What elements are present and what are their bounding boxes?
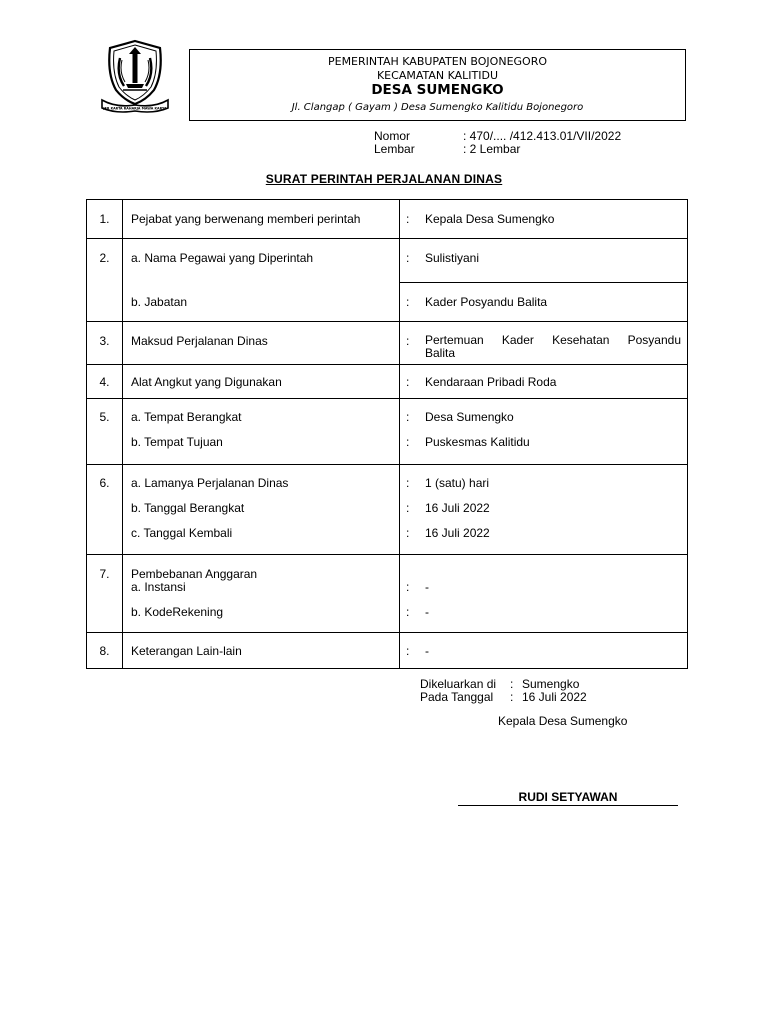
issue-date-value: 16 Juli 2022: [522, 690, 587, 704]
row-subject-a: a. Lamanya Perjalanan Dinas: [131, 476, 289, 490]
row-value: -: [425, 644, 429, 658]
row-value-b: Kader Posyandu Balita: [425, 295, 548, 309]
row-value-a: Sulistiyani: [425, 251, 480, 265]
lembar-value: : 2 Lembar: [463, 142, 521, 156]
letterhead-village: DESA SUMENGKO: [371, 82, 504, 98]
row-subject-b: b. KodeRekening: [131, 605, 224, 619]
colon: :: [406, 251, 410, 265]
row-subject: Maksud Perjalanan Dinas: [131, 334, 268, 348]
colon: :: [406, 501, 410, 515]
row-subject: Alat Angkut yang Digunakan: [131, 375, 282, 389]
row-subject-a: a. Nama Pegawai yang Diperintah: [131, 251, 314, 265]
row-value-a: 1 (satu) hari: [425, 476, 490, 490]
row-subject-b: b. Tempat Tujuan: [131, 435, 223, 449]
colon: :: [406, 605, 410, 619]
colon: :: [406, 435, 410, 449]
regency-emblem-logo: [96, 38, 174, 114]
row-subject: Pejabat yang berwenang memberi perintah: [131, 212, 361, 226]
colon: :: [510, 677, 514, 691]
letterhead-box: [189, 49, 686, 121]
row-subject-a: a. Instansi: [131, 580, 186, 594]
table-row: [87, 465, 688, 555]
row-subject: Keterangan Lain-lain: [131, 644, 242, 658]
table-row: [87, 555, 688, 633]
issued-at-label: Dikeluarkan di: [420, 677, 497, 691]
letterhead-address: Jl. Clangap ( Gayam ) Desa Sumengko Kalitidu Bojonegoro: [291, 102, 584, 113]
row-subject-b: b. Jabatan: [131, 294, 188, 309]
table-row: [87, 200, 688, 239]
row-number: 5.: [99, 410, 110, 424]
colon: :: [406, 580, 410, 594]
colon: :: [406, 375, 410, 389]
svg-text:JER KARTA RAHARJA MAWA KARYA: JER KARTA RAHARJA MAWA KARYA: [103, 106, 167, 111]
row-number: 2.: [99, 251, 110, 265]
row-value-a: -: [425, 580, 429, 594]
row-value: Kendaraan Pribadi Roda: [425, 375, 557, 389]
nomor-value: : 470/.... /412.413.01/VII/2022: [463, 129, 622, 143]
row-value-line2: Balita: [425, 346, 456, 360]
colon: :: [510, 690, 514, 704]
row-value-a: Desa Sumengko: [425, 410, 514, 424]
nomor-label: Nomor: [374, 129, 411, 143]
colon: :: [406, 295, 410, 309]
row-number: 1.: [99, 212, 110, 226]
row-subject-a: a. Tempat Berangkat: [131, 410, 242, 424]
colon: :: [406, 644, 410, 658]
colon: :: [406, 212, 410, 226]
letterhead-district: KECAMATAN KALITIDU: [376, 69, 499, 82]
table-row: [87, 322, 688, 365]
row-value-c: 16 Juli 2022: [425, 526, 490, 540]
row-value-line1: Pertemuan Kader Kesehatan Posyandu: [425, 333, 681, 347]
row-number: 8.: [99, 644, 110, 658]
row-number: 7.: [99, 567, 110, 581]
colon: :: [406, 476, 410, 490]
colon: :: [406, 334, 410, 348]
issued-at-value: Sumengko: [522, 677, 580, 691]
table-row: [87, 633, 688, 669]
lembar-label: Lembar: [374, 142, 415, 156]
row-value: Kepala Desa Sumengko: [425, 212, 555, 226]
row-number: 4.: [99, 375, 110, 389]
signer-title: Kepala Desa Sumengko: [498, 714, 628, 728]
row-number: 6.: [99, 476, 110, 490]
row-subject-c: c. Tanggal Kembali: [131, 526, 233, 540]
signer-name: RUDI SETYAWAN: [458, 790, 678, 806]
letterhead-government: PEMERINTAH KABUPATEN BOJONEGORO: [327, 55, 547, 68]
colon: :: [406, 410, 410, 424]
row-heading: Pembebanan Anggaran: [131, 567, 258, 581]
document-title: SURAT PERINTAH PERJALANAN DINAS: [265, 172, 503, 186]
table-row: [87, 365, 688, 399]
table-row: [87, 283, 688, 322]
table-row: [87, 239, 688, 283]
travel-order-table: [86, 199, 688, 669]
colon: :: [406, 526, 410, 540]
row-value-b: Puskesmas Kalitidu: [425, 435, 530, 449]
row-number: 3.: [99, 334, 110, 348]
row-subject-b: b. Tanggal Berangkat: [131, 501, 245, 515]
row-value-b: -: [425, 605, 429, 619]
issue-date-label: Pada Tanggal: [420, 690, 494, 704]
row-value-b: 16 Juli 2022: [425, 501, 490, 515]
table-row: [87, 399, 688, 465]
